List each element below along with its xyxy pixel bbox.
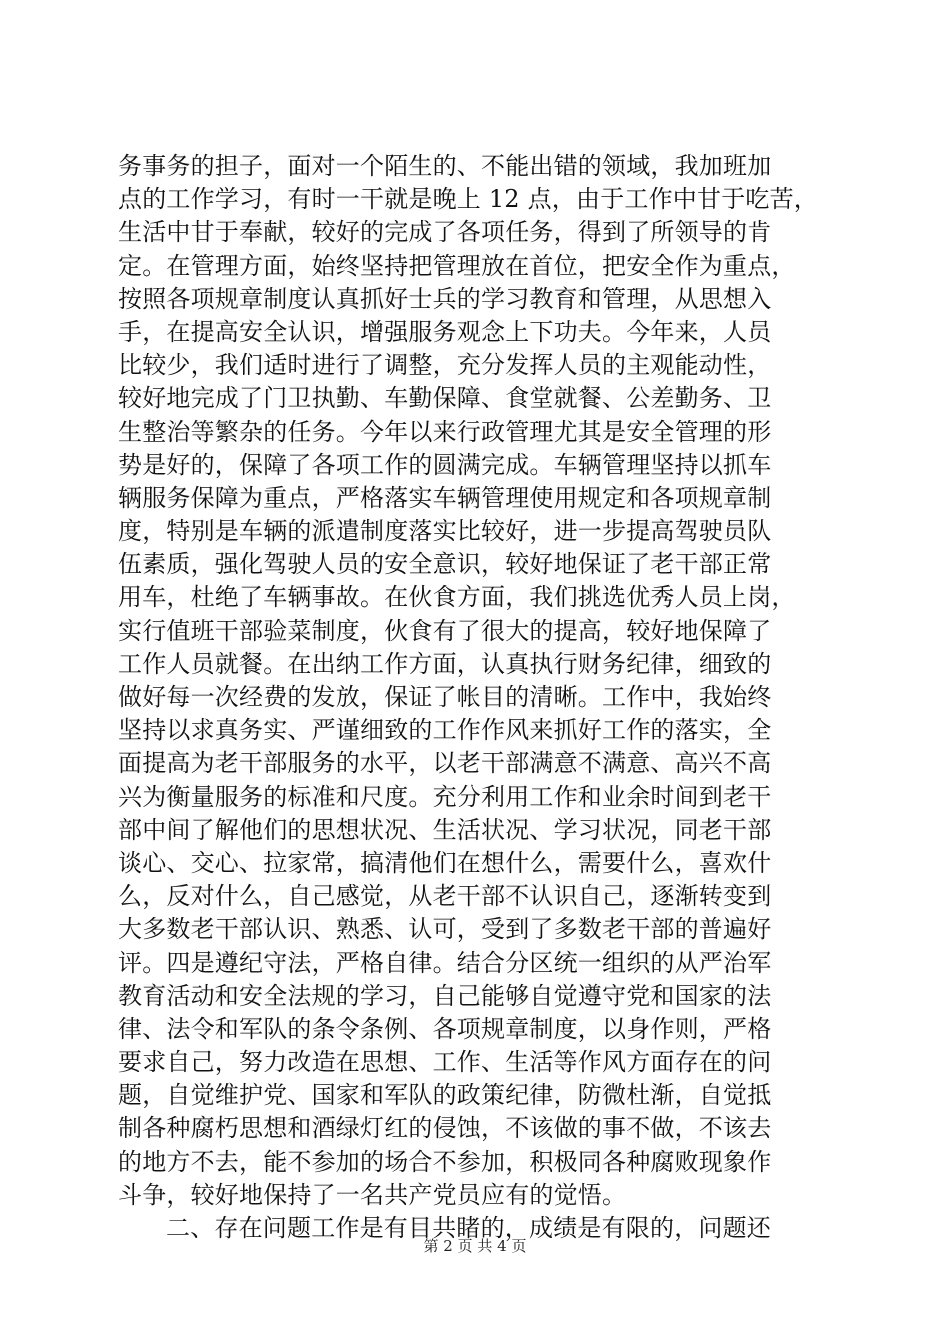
- text-line: 较好地完成了门卫执勤、车勤保障、食堂就餐、公差勤务、卫: [118, 384, 772, 413]
- text-line: 兴为衡量服务的标准和尺度。充分利用工作和业余时间到老干: [118, 782, 772, 811]
- text-line: 用车，杜绝了车辆事故。在伙食方面，我们挑选优秀人员上岗，: [118, 583, 796, 612]
- text-line: 评。四是遵纪守法，严格自律。结合分区统一组织的从严治军: [118, 948, 772, 977]
- text-line: 么，反对什么，自己感觉，从老干部不认识自己，逐渐转变到: [118, 882, 772, 911]
- document-body: [118, 150, 838, 1245]
- text-line: 面提高为老干部服务的水平，以老干部满意不满意、高兴不高: [118, 749, 772, 778]
- text-line: 大多数老干部认识、熟悉、认可，受到了多数老干部的普遍好: [118, 915, 772, 944]
- text-line: 制各种腐朽思想和酒绿灯红的侵蚀，不该做的事不做，不该去: [118, 1114, 772, 1143]
- text-line: 要求自己，努力改造在思想、工作、生活等作风方面存在的问: [118, 1048, 772, 1077]
- text-line: 度，特别是车辆的派遣制度落实比较好，进一步提高驾驶员队: [118, 517, 772, 546]
- text-line: 生整治等繁杂的任务。今年以来行政管理尤其是安全管理的形: [118, 417, 772, 446]
- text-line: 坚持以求真务实、严谨细致的工作作风来抓好工作的落实，全: [118, 716, 772, 745]
- text-line: 定。在管理方面，始终坚持把管理放在首位，把安全作为重点，: [118, 251, 796, 280]
- text-line: 部中间了解他们的思想状况、生活状况、学习状况，同老干部: [118, 815, 772, 844]
- text-line: 谈心、交心、拉家常，搞清他们在想什么，需要什么，喜欢什: [118, 848, 772, 877]
- text-line: 手，在提高安全认识，增强服务观念上下功夫。今年来，人员: [118, 317, 772, 346]
- text-line: 生活中甘于奉献，较好的完成了各项任务，得到了所领导的肯: [118, 218, 772, 247]
- text-line: 做好每一次经费的发放，保证了帐目的清晰。工作中，我始终: [118, 683, 772, 711]
- text-line: 斗争，较好地保持了一名共产党员应有的觉悟。: [118, 1180, 627, 1209]
- text-line: 按照各项规章制度认真抓好士兵的学习教育和管理，从思想入: [118, 284, 772, 313]
- text-line: 实行值班干部验菜制度，伙食有了很大的提高，较好地保障了: [118, 616, 772, 645]
- page-number-footer: 第 2 页 共 4 页: [423, 1237, 527, 1255]
- text-line: 的地方不去，能不参加的场合不参加，积极同各种腐败现象作: [118, 1147, 772, 1176]
- text-line: 题，自觉维护党、国家和军队的政策纪律，防微杜渐，自觉抵: [118, 1081, 772, 1110]
- text-line: 教育活动和安全法规的学习，自己能够自觉遵守党和国家的法: [118, 981, 772, 1010]
- text-line: 伍素质，强化驾驶人员的安全意识，较好地保证了老干部正常: [118, 550, 772, 579]
- text-line: 点的工作学习，有时一干就是晚上 12 点，由于工作中甘于吃苦，: [118, 185, 818, 214]
- text-line: 工作人员就餐。在出纳工作方面，认真执行财务纪律，细致的: [118, 649, 772, 678]
- text-line: 务事务的担子，面对一个陌生的、不能出错的领域，我加班加: [118, 152, 772, 180]
- text-line: 律、法令和军队的条令条例、各项规章制度，以身作则，严格: [118, 1014, 772, 1043]
- text-line: 势是好的，保障了各项工作的圆满完成。车辆管理坚持以抓车: [118, 450, 772, 479]
- text-line: 比较少，我们适时进行了调整，充分发挥人员的主观能动性，: [118, 351, 772, 380]
- section-heading-line: 二、存在问题工作是有目共睹的，成绩是有限的，问题还: [166, 1214, 771, 1242]
- text-line: 辆服务保障为重点，严格落实车辆管理使用规定和各项规章制: [118, 483, 772, 512]
